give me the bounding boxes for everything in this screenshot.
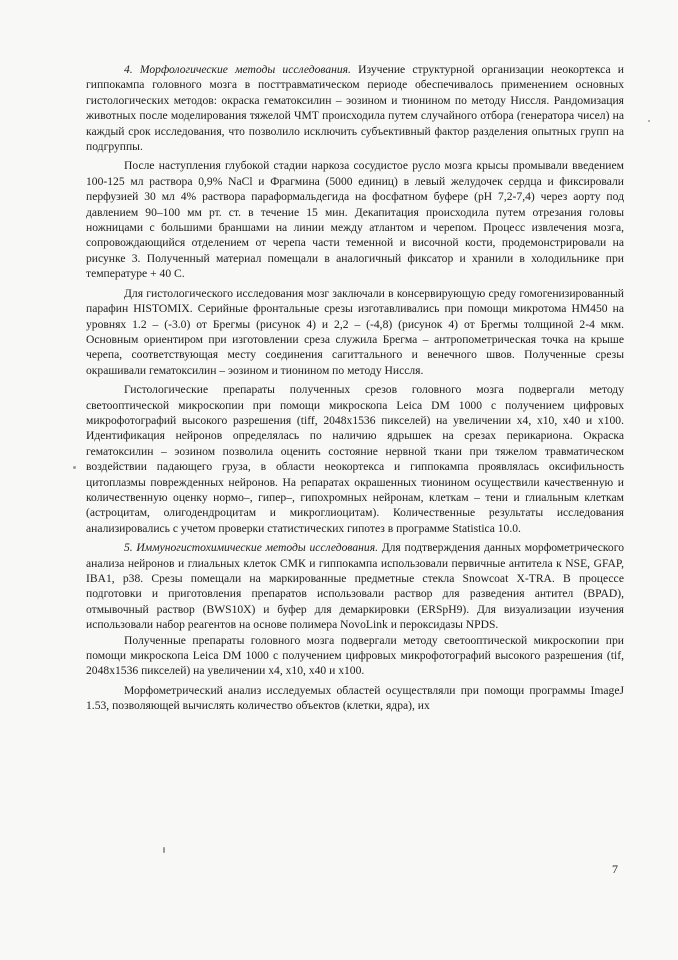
section-heading-5: 5. Иммуногистохимические методы исследования. xyxy=(124,541,378,555)
paragraph-text: Морфометрический анализ исследуемых областей осуществляли при помощи программы ImageJ 1.53, позволяющей вычислять количество объектов (клетки, ядра), их xyxy=(86,683,624,713)
paragraph-morphometry xyxy=(86,683,624,714)
paragraph-immunohistochemistry xyxy=(86,540,624,632)
paragraph-histology-prep xyxy=(86,286,624,378)
paragraph-text: Изучение структурной организации неокортекса и гиппокампа головного мозга в посттравматическом периоде обеспечивалось применением основных гистологических методов: окраска гематоксилин – эозином и тионином по методу Ниссля. Рандомизация животных после моделирования тяжелой ЧМТ происходила путем случайного отбора (генератора чисел) на каждый срок исследования, что позволило исключить субъективный фактор разделения опытных групп на подгруппы. xyxy=(86,63,624,154)
paragraph-morphological-methods xyxy=(86,62,624,154)
paragraph-text: После наступления глубокой стадии наркоза сосудистое русло мозга крысы промывали введением 100-125 мл раствора 0,9% NaCl и Фрагмина (5000 единиц) в левый желудочек сердца и фиксировали перфузией 30 мл 4% раствора параформальдегида на фосфатном буфере (pH 7,2-7,4) через аорту под давлением 90–100 мм рт. ст. в течение 15 мин. Декапитация происходила путем отрезания головы ножницами с большими браншами на линии между атлантом и черепом. Процесс извлечения мозга, сопровождающийся отделением от черепа части теменной и височной кости, продемонстрировали на рисунке 3. Полученный материал помещали в аналогичный фиксатор и хранили в холодильнике при температуре + 40 С. xyxy=(86,159,624,281)
paragraph-text: Полученные препараты головного мозга подвергали методу светооптической микроскопии при помощи микроскопа Leica DM 1000 с получением цифровых микрофотографий высокого разрешения (tif, 2048x1536 пикселей) на увеличении x4, x10, x40 и x100. xyxy=(86,633,624,678)
scan-speck xyxy=(163,847,165,853)
paragraph-text: Для подтверждения данных морфометрического анализа нейронов и глиальных клеток СМК и гиппокампа использовали первичные антитела к NSE, GFAP, IBA1, p38. Срезы помещали на маркированные предметные стекла Snowcoat X-TRA. В процессе подготовки и приготовления препаратов использовали раствор для разведения антител (BPAD), отмывочный раствор (BWS10X) и буфер для демаркировки (ERSpH9). Для визуализации изучения использовали набор реагентов на основе полимера NovoLink и пероксидазы NPDS. xyxy=(86,541,624,632)
paragraph-ihc-microscopy xyxy=(86,633,624,679)
page-number: 7 xyxy=(612,862,618,876)
scan-speck xyxy=(73,466,76,469)
paragraph-text: Для гистологического исследования мозг заключали в консервирующую среду гомогенизированный парафин HISTOMIX. Серийные фронтальные срезы изготавливались при помощи микротома HM450 на уровнях 1.2 – (-3.0) от Брегмы (рисунок 4) и 2,2 – (-4,8) (рисунок 4) от Брегмы толщиной 2-4 мкм. Основным ориентиром при изготовлении среза служила Брегма – антропометрическая точка на крыше черепа, соответствующая месту соединения сагиттального и венечного швов. Полученные срезы окрашивали гематоксилин – эозином и тионином по методу Ниссля. xyxy=(86,286,624,377)
paragraph-perfusion xyxy=(86,158,624,281)
scan-speck xyxy=(648,120,650,122)
section-heading-4: 4. Морфологические методы исследования. xyxy=(124,63,351,76)
paragraph-microscopy xyxy=(86,382,624,536)
page-body xyxy=(86,62,624,718)
paragraph-text: Гистологические препараты полученных срезов головного мозга подвергали методу светооптической микроскопии при помощи микроскопа Leica DM 1000 с получением цифровых микрофотографий высокого разрешения (tiff, 2048x1536 пикселей) на увеличении x4, x10, x40 и x100. Идентификация нейронов определялась по наличию ядрышек на срезах перикариона. Окраска гематоксилин – эозином позволила оценить состояние нервной ткани при тяжелом травматическом воздействии падающего груза, в области неокортекса и гиппокампа проявлялась оксифильность цитоплазмы поврежденных нейронов. На репаратах окрашенных тионином осуществили качественную и количественную оценку нормо–, гипер–, гипохромных нейронам, клеткам – тени и глиальным клеткам (астроцитам, олигодендроцитам и микроглиоцитам). Количественные результаты исследования анализировались с учетом проверки статистических гипотез в программе Statistica 10.0. xyxy=(86,383,624,535)
